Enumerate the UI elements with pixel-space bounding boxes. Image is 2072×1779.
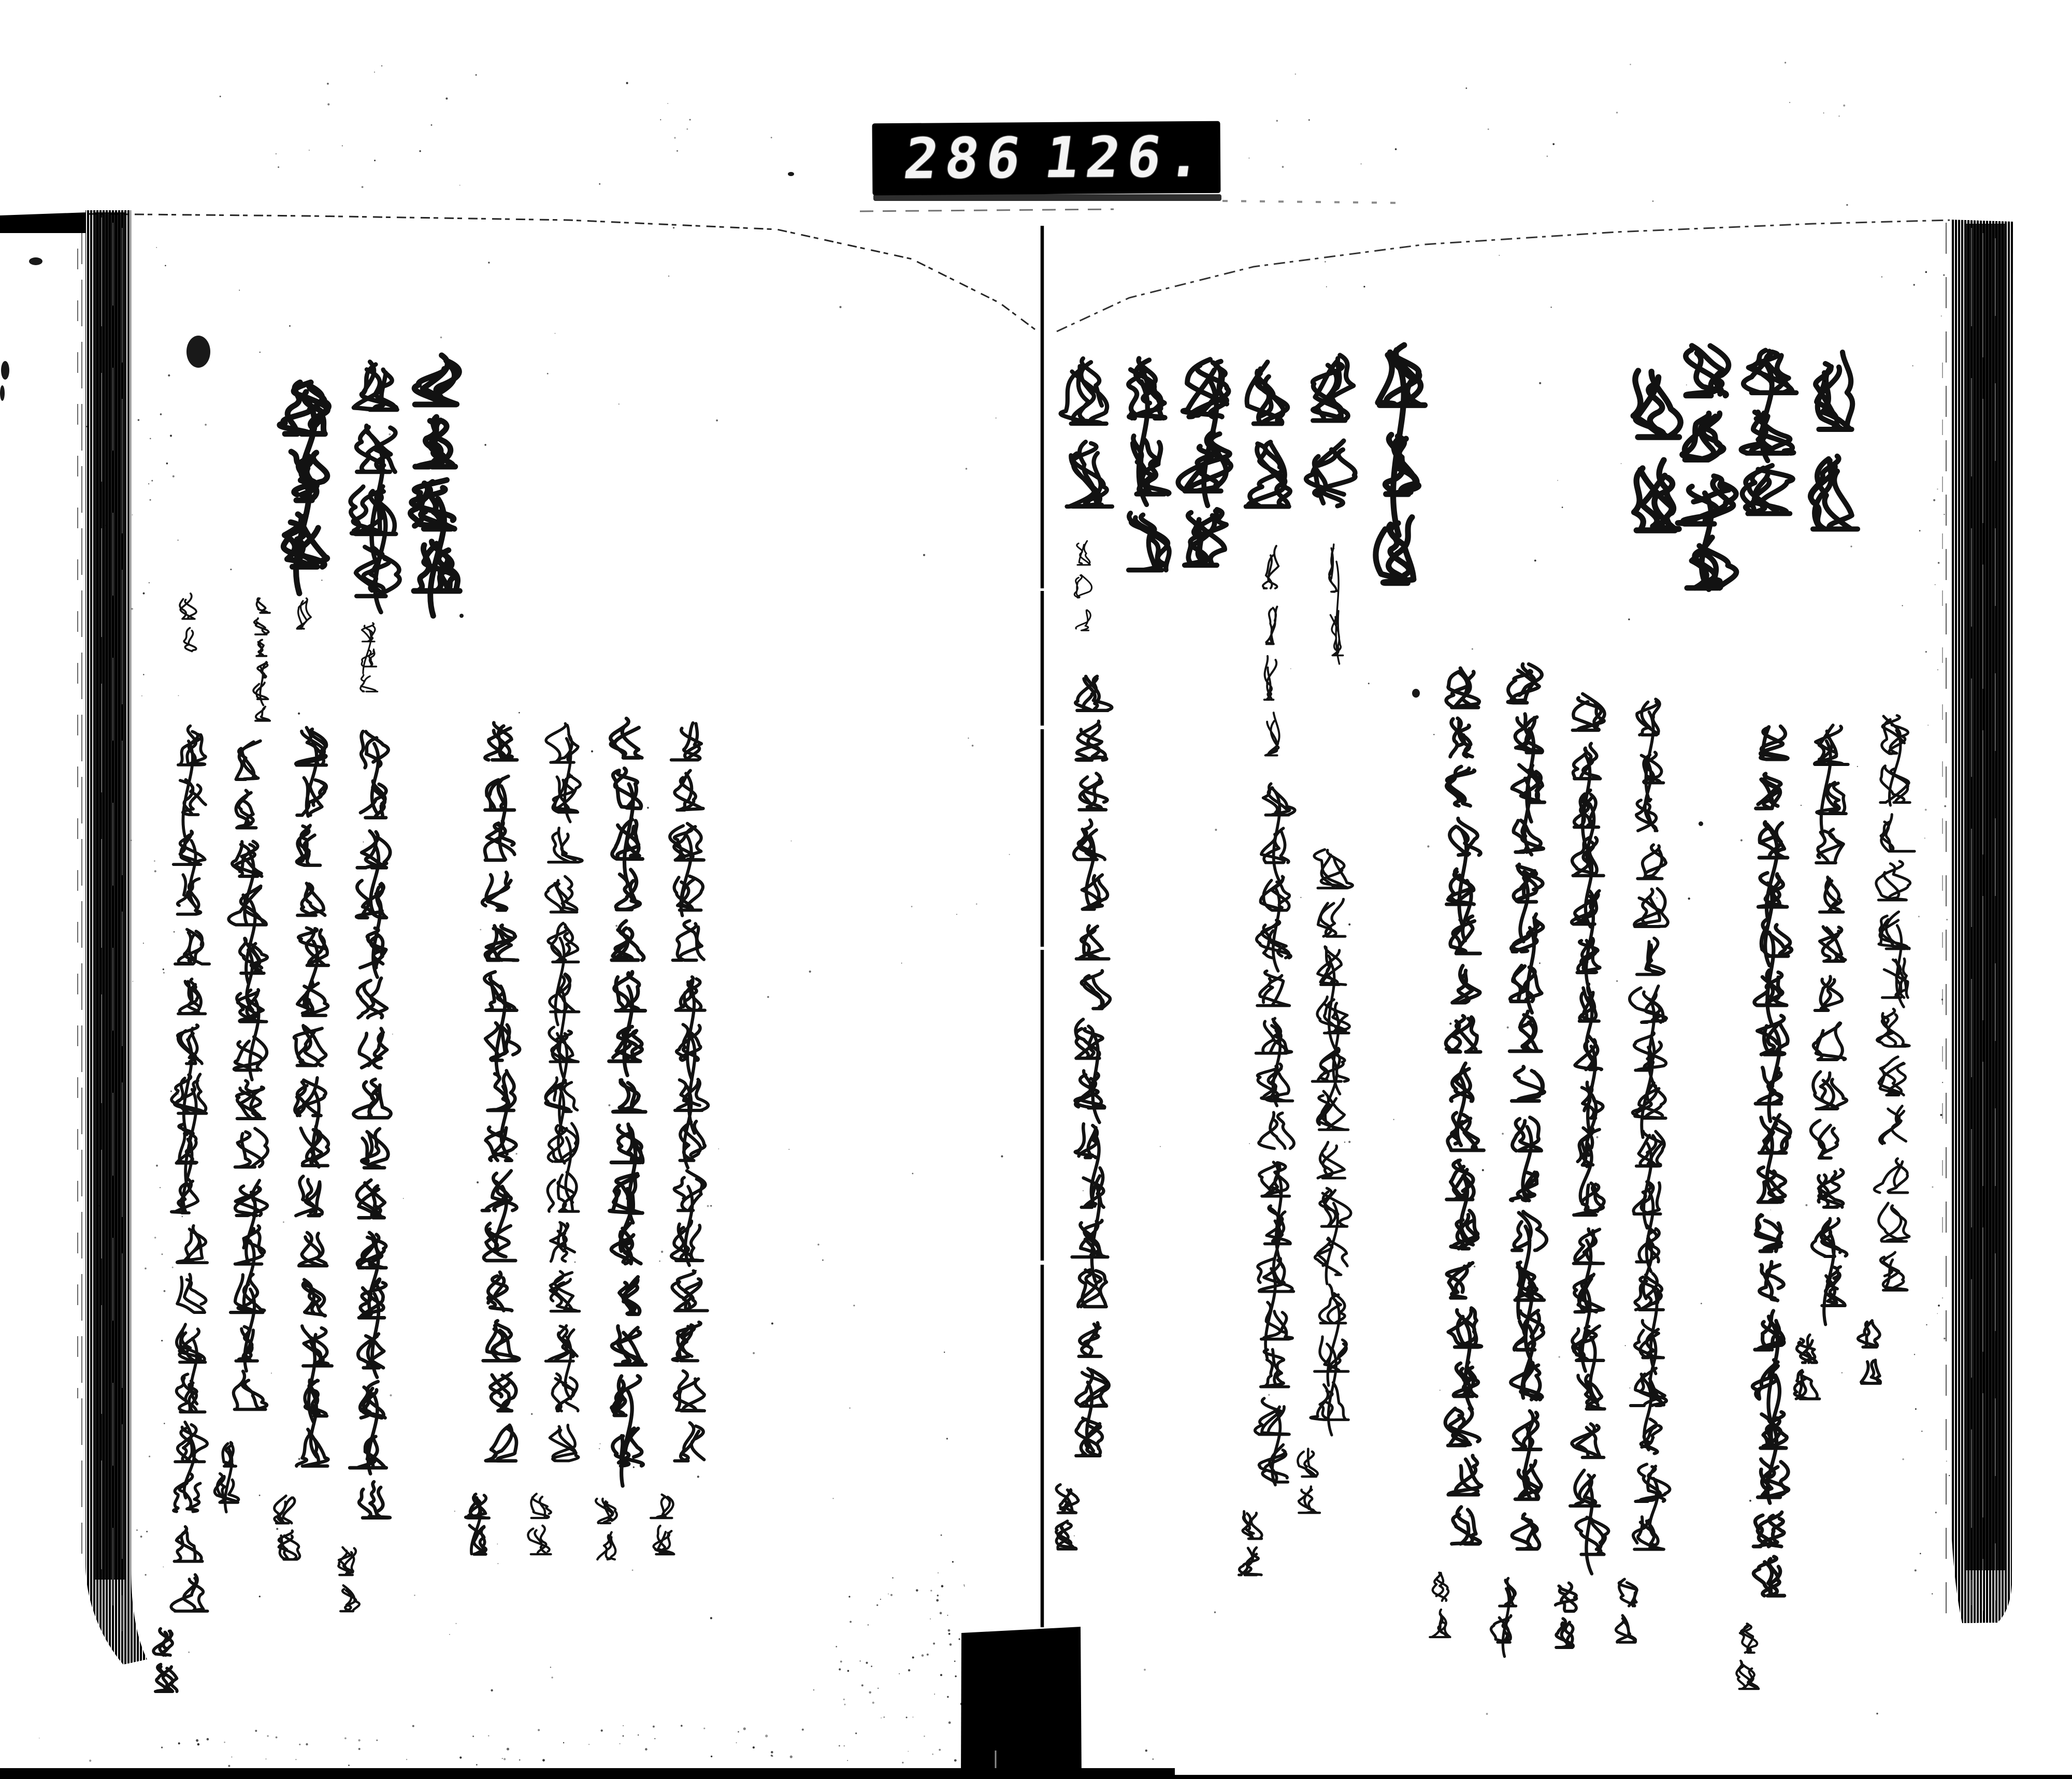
right-page-body-column	[1874, 715, 1915, 1290]
right-page-header-column	[1306, 355, 1355, 506]
left-page-signature	[528, 1494, 551, 1554]
left-page-header-column	[351, 362, 400, 613]
left-page-body-column	[545, 724, 582, 1461]
ink-blotch	[788, 172, 794, 176]
left-page-signature	[651, 1495, 674, 1554]
right-page-body-column	[1255, 784, 1295, 1485]
left-page-body-column	[171, 726, 209, 1611]
ink-blotch	[29, 257, 42, 265]
right-page-header-column	[1061, 358, 1112, 507]
left-page-annotation-column	[361, 623, 378, 691]
right-page-signature	[1430, 1573, 1450, 1637]
ink-blotch	[0, 385, 5, 401]
left-page-top-edge	[87, 214, 1035, 329]
ink-marks	[0, 172, 1703, 826]
right-page-header-column	[1129, 358, 1170, 570]
right-page-header-column	[1741, 350, 1796, 513]
right-fore-edge-band	[1942, 220, 2013, 1623]
right-page-annotation-column	[1329, 544, 1343, 664]
right-page-header-column	[1376, 345, 1425, 583]
right-page-annotation-column	[1074, 541, 1091, 631]
ink-blotch	[1699, 821, 1703, 826]
right-page-signature	[1858, 1321, 1880, 1383]
left-page-signature	[153, 1629, 177, 1691]
ink-blotch	[1412, 689, 1420, 698]
spine-block	[961, 1627, 1082, 1779]
left-page-body-column	[482, 723, 520, 1461]
right-page-body-column	[1570, 694, 1608, 1574]
right-page-signature	[1298, 1449, 1320, 1513]
left-page-body-column	[609, 718, 646, 1486]
left-fore-edge-band	[78, 210, 147, 1665]
ink-blotch	[186, 336, 210, 368]
left-page-signature	[596, 1499, 617, 1559]
left-page-signature	[338, 1547, 359, 1611]
counter-shadow	[860, 194, 1409, 211]
left-page-header-column	[410, 355, 459, 616]
right-page-signature	[1616, 1579, 1637, 1642]
right-page-signature	[1056, 1485, 1078, 1550]
right-page-signature	[1239, 1511, 1262, 1575]
right-page-signature	[1794, 1335, 1820, 1399]
counter-right-value: 126.	[1041, 124, 1214, 191]
right-page-header-column	[1810, 352, 1858, 529]
left-page-header-column	[280, 382, 329, 593]
right-page-header-column	[1246, 362, 1290, 507]
right-page-top-edge	[1057, 220, 1950, 331]
ink-blotch	[1, 361, 9, 380]
film-frame-counter	[872, 121, 1221, 196]
left-page-annotation-column	[253, 598, 270, 721]
right-page-body-column	[1311, 849, 1352, 1435]
right-page-signature	[1491, 1578, 1516, 1656]
right-page-header-column	[1633, 371, 1680, 530]
right-page-body-column	[1630, 699, 1670, 1550]
left-page-body-column	[350, 731, 391, 1518]
left-page-signature	[214, 1442, 238, 1512]
bottom-scan-bar-thin	[0, 1775, 2072, 1779]
left-page-body-column	[294, 728, 332, 1466]
left-page-signature	[275, 1496, 300, 1559]
right-page-body-column	[1072, 676, 1112, 1456]
left-page-body-column	[228, 741, 268, 1410]
right-page-annotation-column	[1263, 546, 1279, 755]
right-page-signature	[1556, 1583, 1577, 1647]
book-cover-top-bar	[0, 212, 87, 233]
left-page-annotation-column	[297, 598, 311, 629]
right-page-body-column	[1445, 668, 1484, 1544]
right-page-header-column	[1178, 359, 1231, 565]
ink-blotch	[459, 614, 464, 618]
right-page-body-column	[1508, 664, 1547, 1549]
right-page-body-column	[1811, 725, 1848, 1324]
left-page-body-column	[670, 723, 708, 1461]
left-page-annotation-column	[180, 594, 196, 652]
left-page-signature	[466, 1494, 489, 1554]
manuscript-columns	[153, 345, 1915, 1691]
right-page-header-column	[1678, 346, 1736, 589]
right-page-body-column	[1752, 726, 1791, 1596]
counter-left-value: 286	[900, 125, 1032, 192]
